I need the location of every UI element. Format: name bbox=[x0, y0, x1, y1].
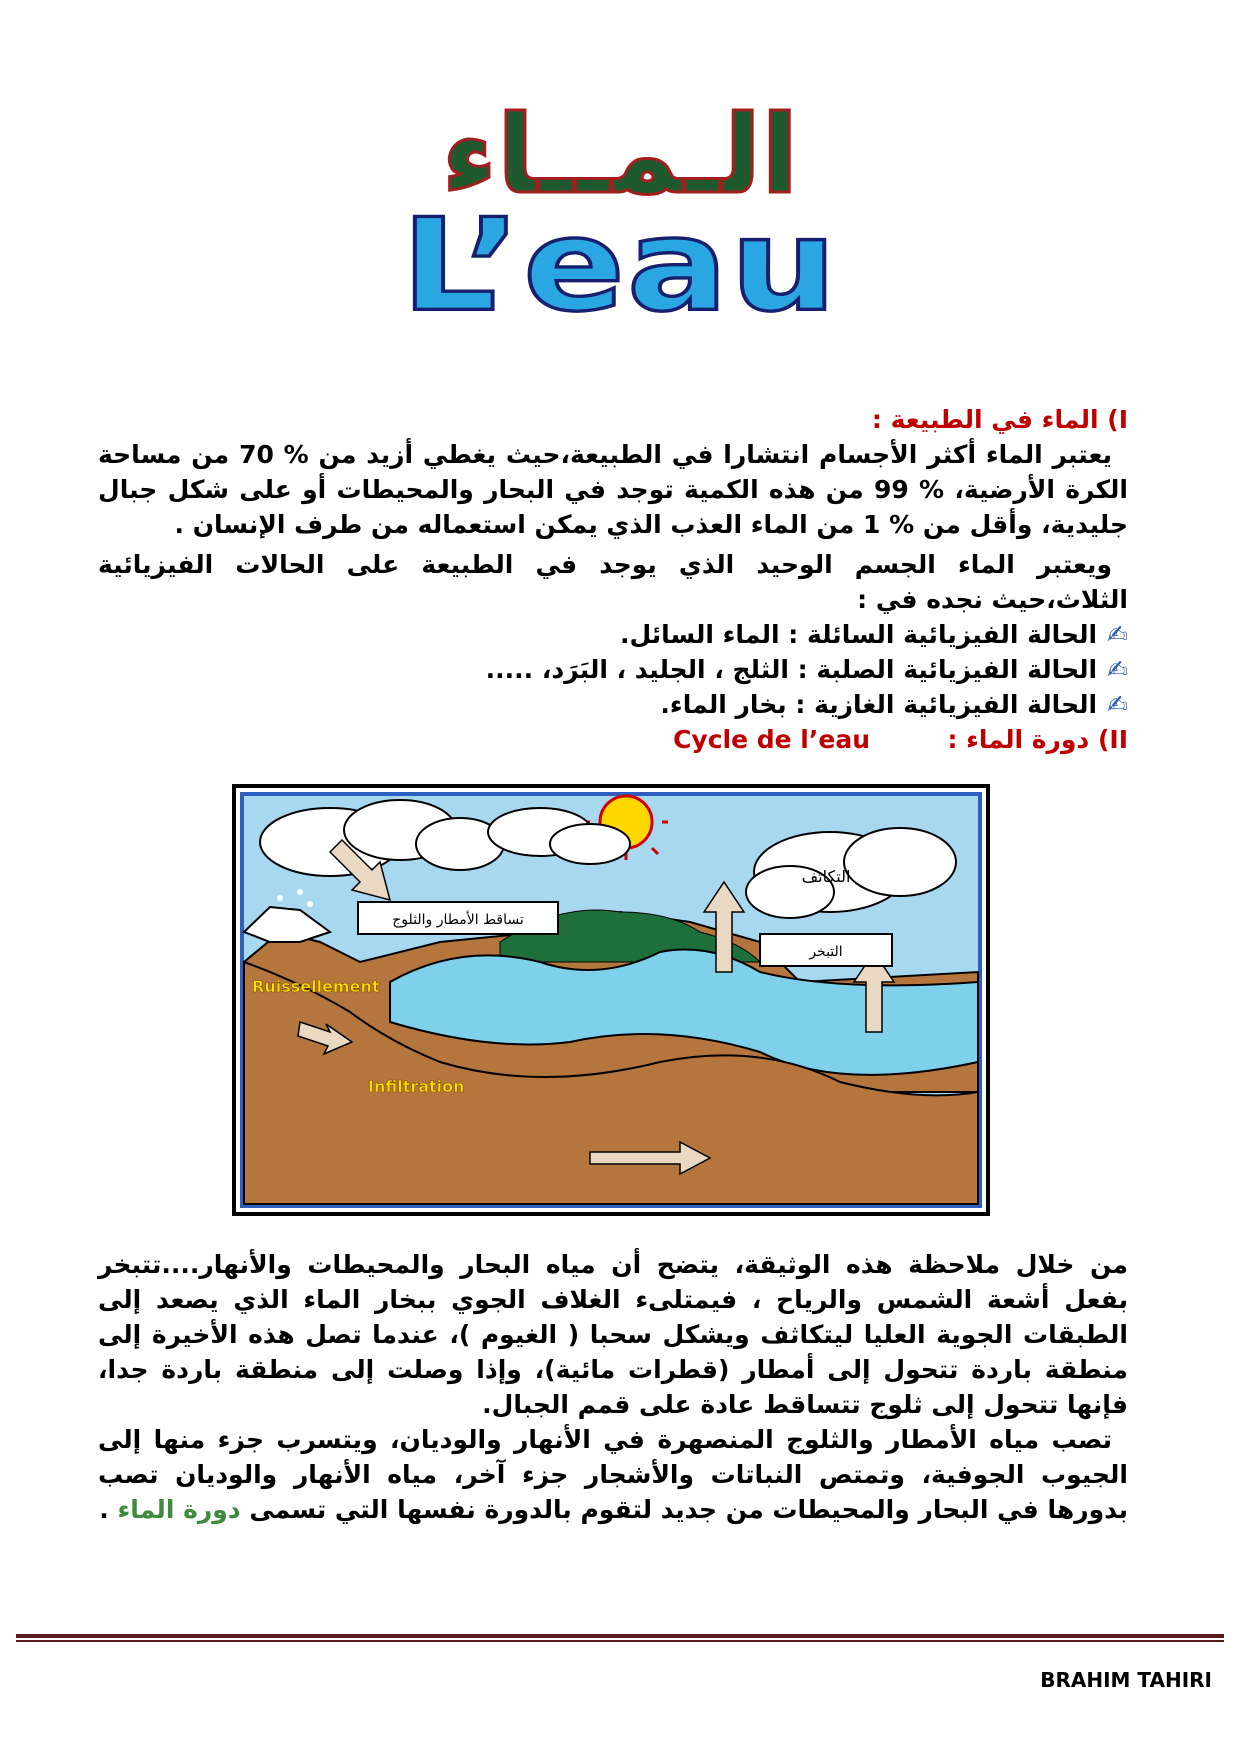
evaporation-label: التبخر bbox=[809, 944, 843, 960]
section1-paragraph1: يعتبر الماء أكثر الأجسام انتشارا في الطبيعة،حيث يغطي أزيد من % 70 من مساحة الكرة الأرضية، % 99 من هذه الكمية توجد في البحار والمحيطات أو على شكل جبال جليدية، وأقل من % 1 من الماء العذب الذي يمكن استعماله من طرف الإنسان . bbox=[98, 440, 1128, 539]
section1-heading: I) الماء في الطبيعة : bbox=[871, 405, 1128, 434]
arabic-title: الـمــاء bbox=[441, 93, 799, 218]
footer-rule-secondary bbox=[16, 1640, 1224, 1642]
water-cycle-diagram bbox=[232, 784, 990, 1216]
section2-heading-fr: Cycle de l’eau bbox=[673, 725, 870, 754]
water-cycle-highlight: دورة الماء bbox=[117, 1495, 241, 1524]
bullet-gas: ✍الحالة الفيزيائية الغازية : بخار الماء. bbox=[660, 690, 1128, 719]
runoff-label: Ruissellement bbox=[252, 977, 380, 996]
section1-paragraph2: ويعتبر الماء الجسم الوحيد الذي يوجد في الطبيعة على الحالات الفيزيائية الثلاث،حيث نجده في : bbox=[98, 550, 1128, 614]
precipitation-label: تساقط الأمطار والثلوج bbox=[392, 912, 524, 928]
section3-paragraph2: تصب مياه الأمطار والثلوج المنصهرة في الأنهار والوديان، ويتسرب جزء منها إلى الجيوب الجوفية، وتمتص النباتات والأشجار جزء آخر، مياه الأنهار والوديان تصب بدورها في البحار والمحيطات من جديد لتقوم بالدورة نفسها التي تسمى دورة الماء . bbox=[98, 1425, 1128, 1524]
infiltration-label: Infiltration bbox=[368, 1077, 465, 1096]
pen-hand-icon: ✍ bbox=[1107, 690, 1128, 719]
section3-paragraph1: من خلال ملاحظة هذه الوثيقة، يتضح أن مياه البحار والمحيطات والأنهار....تتبخر بفعل أشعة الشمس والرياح ، فيمتلىء الغلاف الجوي ببخار الماء الذي يصعد إلى الطبقات الجوية العليا ليتكاثف ويشكل سحبا ( الغيوم )، عندما تصل هذه الأخيرة إلى منطقة باردة تتحول إلى أمطار (قطرات مائية)، وإذا وصلت إلى منطقة باردة جدا، فإنها تتحول إلى ثلوج تتساقط عادة على قمم الجبال. bbox=[98, 1250, 1128, 1419]
french-title: L’eau bbox=[401, 192, 839, 340]
bullet-solid: ✍الحالة الفيزيائية الصلبة : الثلج ، الجليد ، البَرَد، ..... bbox=[485, 655, 1128, 684]
water-cycle-illustration bbox=[240, 792, 982, 1208]
pen-hand-icon: ✍ bbox=[1107, 655, 1128, 684]
condensation-label: التكاثف bbox=[801, 867, 851, 886]
author-name: BRAHIM TAHIRI bbox=[1040, 1668, 1212, 1692]
pen-hand-icon: ✍ bbox=[1107, 620, 1128, 649]
footer-rule bbox=[16, 1634, 1224, 1638]
section2-heading: II) دورة الماء : Cycle de l’eau bbox=[673, 725, 1128, 754]
bullet-liquid: ✍الحالة الفيزيائية السائلة : الماء السائل. bbox=[619, 620, 1128, 649]
